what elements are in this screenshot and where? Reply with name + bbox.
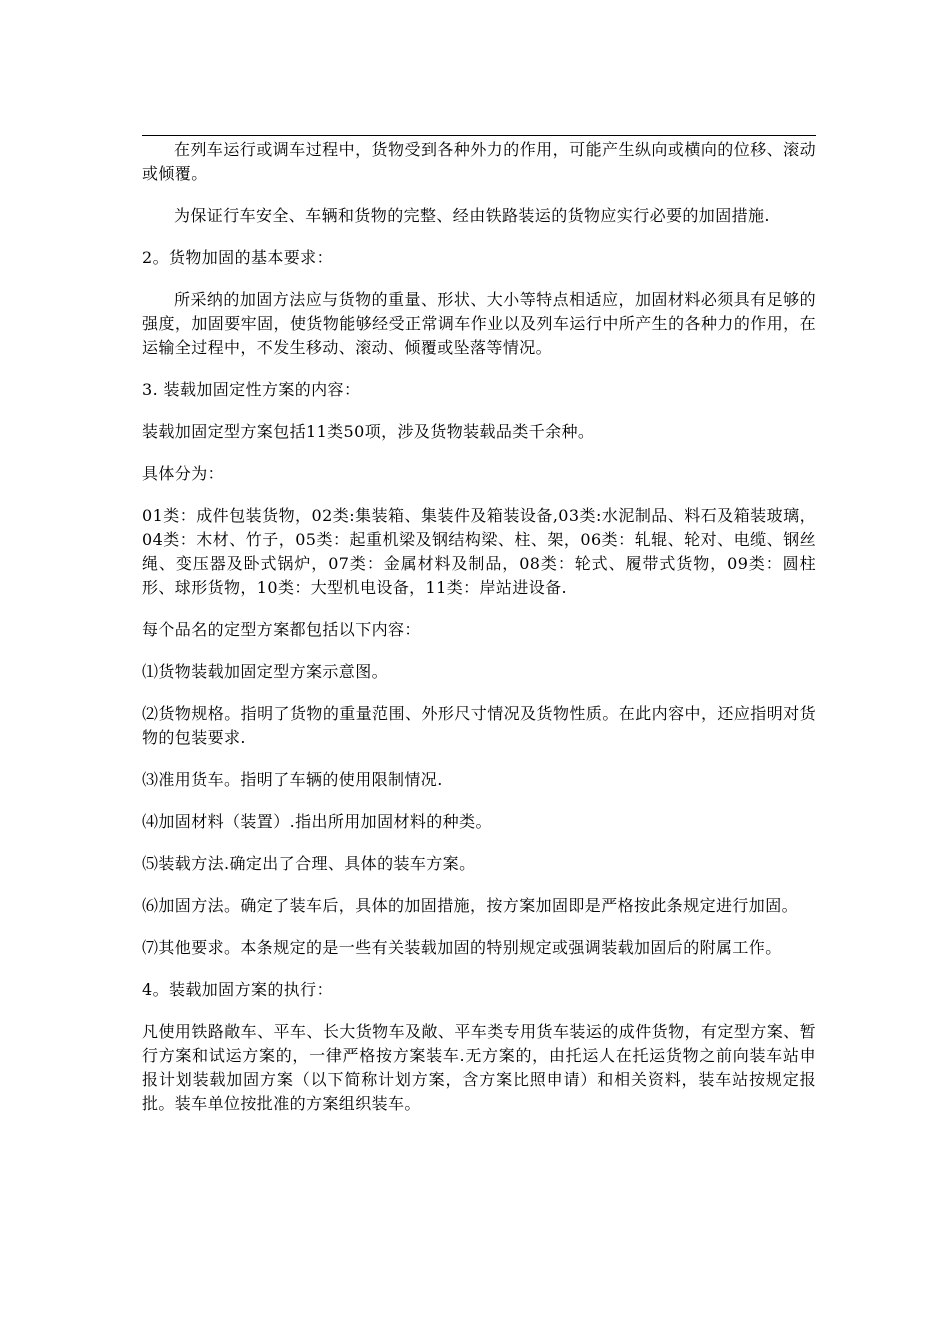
list-item: ⑶准用货车。指明了车辆的使用限制情况.	[142, 770, 443, 789]
paragraph: 01类：成件包装货物，02类:集装箱、集装件及箱装设备,03类:水泥制品、料石及箱装玻璃，04类：木材、竹子，05类：起重机梁及钢结构梁、柱、架，06类：轧辊、轮对、电缆、钢丝绳、变压器及卧式锅炉，07类：金属材料及制品，08类：轮式、履带式货物，09类：圆柱形、球形货物，10类：大型机电设备，11类：岸站进设备.	[142, 506, 816, 597]
paragraph: 具体分为：	[142, 464, 225, 483]
paragraph: 凡使用铁路敞车、平车、长大货物车及敞、平车类专用货车装运的成件货物，有定型方案、暂行方案和试运方案的，一律严格按方案装车.无方案的，由托运人在托运货物之前向装车站申报计划装载加固方案（以下简称计划方案，含方案比照申请）和相关资料，装车站按规定报批。装车单位按批准的方案组织装车。	[142, 1022, 816, 1113]
paragraph: 所采纳的加固方法应与货物的重量、形状、大小等特点相适应，加固材料必须具有足够的强度，加固要牢固，使货物能够经受正常调车作业以及列车运行中所产生的各种力的作用，在运输全过程中，不发生移动、滚动、倾覆或坠落等情况。	[142, 290, 816, 357]
paragraph: 为保证行车安全、车辆和货物的完整、经由铁路装运的货物应实行必要的加固措施.	[174, 206, 770, 225]
list-item: ⑴货物装载加固定型方案示意图。	[142, 662, 389, 681]
list-item: ⑸装载方法.确定出了合理、具体的装车方案。	[142, 854, 476, 873]
section-heading: 2。货物加固的基本要求：	[142, 248, 333, 267]
section-heading: 3. 装载加固定性方案的内容：	[142, 380, 361, 399]
paragraph: 装载加固定型方案包括11类50项，涉及货物装载品类千余种。	[142, 422, 595, 441]
list-item: ⑹加固方法。确定了装车后，具体的加固措施，按方案加固即是严格按此条规定进行加固。	[142, 896, 799, 915]
section-heading: 4。装载加固方案的执行：	[142, 980, 333, 999]
document-page	[142, 135, 816, 1134]
header-rule	[142, 135, 816, 136]
paragraph: 每个品名的定型方案都包括以下内容：	[142, 620, 421, 639]
list-item: ⑷加固材料（装置）.指出所用加固材料的种类。	[142, 812, 492, 831]
paragraph: 在列车运行或调车过程中，货物受到各种外力的作用，可能产生纵向或横向的位移、滚动或倾覆。	[142, 140, 816, 183]
list-item: ⑵货物规格。指明了货物的重量范围、外形尺寸情况及货物性质。在此内容中，还应指明对货物的包装要求.	[142, 704, 816, 747]
document-body	[142, 138, 816, 1116]
list-item: ⑺其他要求。本条规定的是一些有关装载加固的特别规定或强调装载加固后的附属工作。	[142, 938, 782, 957]
